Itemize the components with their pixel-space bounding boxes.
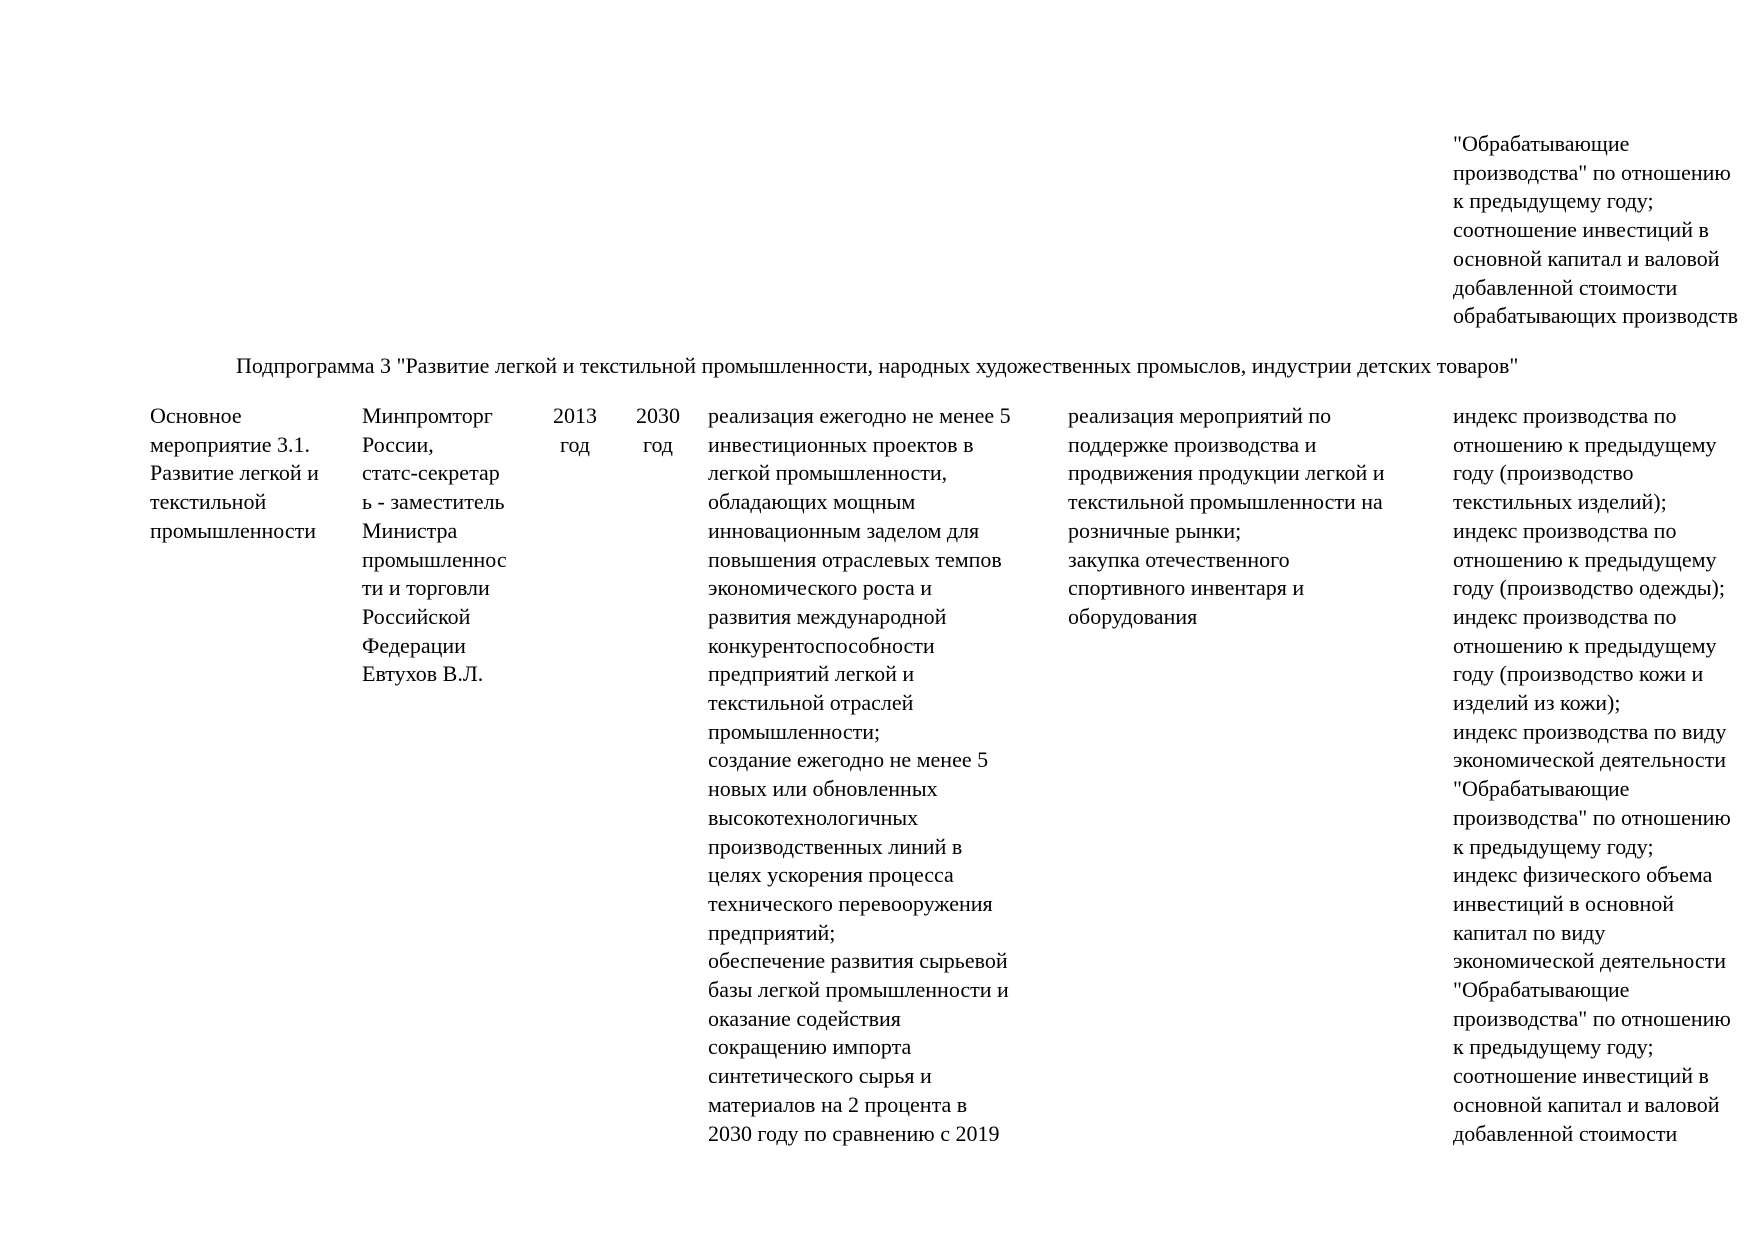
text-line: производства" по отношению xyxy=(1453,1005,1731,1031)
text-line: закупка отечественного xyxy=(1068,546,1290,572)
implementation-directions-cell xyxy=(1068,402,1385,632)
text-line: повышения отраслевых темпов xyxy=(708,546,1002,572)
text-line: год xyxy=(559,431,591,457)
text-line: поддержке производства и xyxy=(1068,431,1317,457)
text-line: предприятий легкой и xyxy=(708,661,915,687)
text-line: базы легкой промышленности и xyxy=(708,977,1009,1003)
text-line: текстильных изделий); xyxy=(1453,489,1667,515)
text-line: к предыдущему году; xyxy=(1453,1034,1654,1060)
text-line: добавленной стоимости xyxy=(1453,274,1678,300)
text-line: 2030 году по сравнению с 2019 xyxy=(708,1120,1000,1146)
text-line: добавленной стоимости xyxy=(1453,1120,1678,1146)
text-line: спортивного инвентаря и xyxy=(1068,575,1305,601)
text-line: отношению к предыдущему xyxy=(1453,546,1717,572)
text-line: легкой промышленности, xyxy=(708,460,948,486)
text-line: синтетического сырья и xyxy=(708,1063,932,1089)
text-line: России, xyxy=(362,431,434,457)
text-line: оборудования xyxy=(1068,603,1198,629)
text-line: Министра xyxy=(362,517,458,543)
text-line: конкурентоспособности xyxy=(708,632,935,658)
text-line: текстильной xyxy=(150,489,267,515)
text-line: индекс производства по виду xyxy=(1453,718,1727,744)
text-line: Минпромторг xyxy=(362,403,493,428)
text-line: создание ежегодно не менее 5 xyxy=(708,747,989,773)
text-line: производственных линий в xyxy=(708,833,963,859)
text-line: соотношение инвестиций в xyxy=(1453,1063,1709,1089)
text-line: Основное xyxy=(150,403,242,428)
text-line: развития международной xyxy=(708,603,947,629)
text-line: ти и торговли xyxy=(362,575,490,601)
text-line: розничные рынки; xyxy=(1068,517,1242,543)
text-line: целях ускорения процесса xyxy=(708,862,954,888)
text-line: обрабатывающих производств xyxy=(1453,303,1739,329)
text-line: статс-секретар xyxy=(362,460,500,486)
text-line: "Обрабатывающие xyxy=(1453,131,1630,156)
subprogram-heading: Подпрограмма 3 "Развитие легкой и текстильной промышленности, народных художественных промыслов, индустрии детских товаров" xyxy=(236,353,1519,378)
start-year-cell xyxy=(549,402,601,459)
text-line: "Обрабатывающие xyxy=(1453,977,1630,1003)
text-line: технического перевооружения xyxy=(708,890,993,916)
text-line: индекс производства по xyxy=(1453,603,1677,629)
text-line: Евтухов В.Л. xyxy=(362,661,484,687)
end-year-cell xyxy=(632,402,684,459)
text-line: производства" по отношению xyxy=(1453,804,1731,830)
text-line: году (производство одежды); xyxy=(1453,575,1725,601)
text-line: мероприятие 3.1. xyxy=(150,431,311,457)
text-line: индекс физического объема xyxy=(1453,862,1713,888)
text-line: Федерации xyxy=(362,632,466,658)
text-line: оказание содействия xyxy=(708,1005,901,1031)
text-line: инвестиций в основной xyxy=(1453,890,1674,916)
text-line: Развитие легкой и xyxy=(150,460,319,486)
text-line: изделий из кожи); xyxy=(1453,690,1621,716)
text-line: предприятий; xyxy=(708,919,836,945)
text-line: год xyxy=(642,431,674,457)
text-line: текстильной промышленности на xyxy=(1068,489,1383,515)
responsible-executor-cell xyxy=(362,402,507,689)
indicators-continuation-top xyxy=(1453,130,1738,331)
text-line: 2030 xyxy=(636,403,680,428)
text-line: текстильной отраслей xyxy=(708,690,914,716)
text-line: к предыдущему году; xyxy=(1453,188,1654,214)
text-line: соотношение инвестиций в xyxy=(1453,217,1709,243)
text-line: Российской xyxy=(362,603,471,629)
text-line: к предыдущему году; xyxy=(1453,833,1654,859)
text-line: индекс производства по xyxy=(1453,403,1677,428)
text-line: ь - заместитель xyxy=(362,489,505,515)
text-line: промышленности xyxy=(150,517,316,543)
text-line: инновационным заделом для xyxy=(708,517,980,543)
text-line: отношению к предыдущему xyxy=(1453,632,1717,658)
text-line: промышленнос xyxy=(362,546,507,572)
text-line: новых или обновленных xyxy=(708,776,938,802)
text-line: капитал по виду xyxy=(1453,919,1606,945)
text-line: "Обрабатывающие xyxy=(1453,776,1630,802)
text-line: основной капитал и валовой xyxy=(1453,245,1720,271)
text-line: промышленности; xyxy=(708,718,881,744)
text-line: материалов на 2 процента в xyxy=(708,1091,968,1117)
text-line: обеспечение развития сырьевой xyxy=(708,948,1008,974)
text-line: продвижения продукции легкой и xyxy=(1068,460,1385,486)
text-line: высокотехнологичных xyxy=(708,804,919,830)
text-line: индекс производства по xyxy=(1453,517,1677,543)
text-line: экономической деятельности xyxy=(1453,747,1726,773)
text-line: инвестиционных проектов в xyxy=(708,431,974,457)
text-line: сокращению импорта xyxy=(708,1034,912,1060)
text-line: обладающих мощным xyxy=(708,489,916,515)
text-line: году (производство xyxy=(1453,460,1634,486)
text-line: реализация мероприятий по xyxy=(1068,403,1332,428)
text-line: производства" по отношению xyxy=(1453,159,1731,185)
indicators-cell xyxy=(1453,402,1731,1148)
text-line: году (производство кожи и xyxy=(1453,661,1704,687)
expected-result-cell xyxy=(708,402,1011,1148)
text-line: экономического роста и xyxy=(708,575,932,601)
measure-title-cell xyxy=(150,402,319,546)
text-line: 2013 xyxy=(553,403,597,428)
text-line: экономической деятельности xyxy=(1453,948,1726,974)
text-line: отношению к предыдущему xyxy=(1453,431,1717,457)
text-line: реализация ежегодно не менее 5 xyxy=(708,403,1011,428)
text-line: основной капитал и валовой xyxy=(1453,1091,1720,1117)
